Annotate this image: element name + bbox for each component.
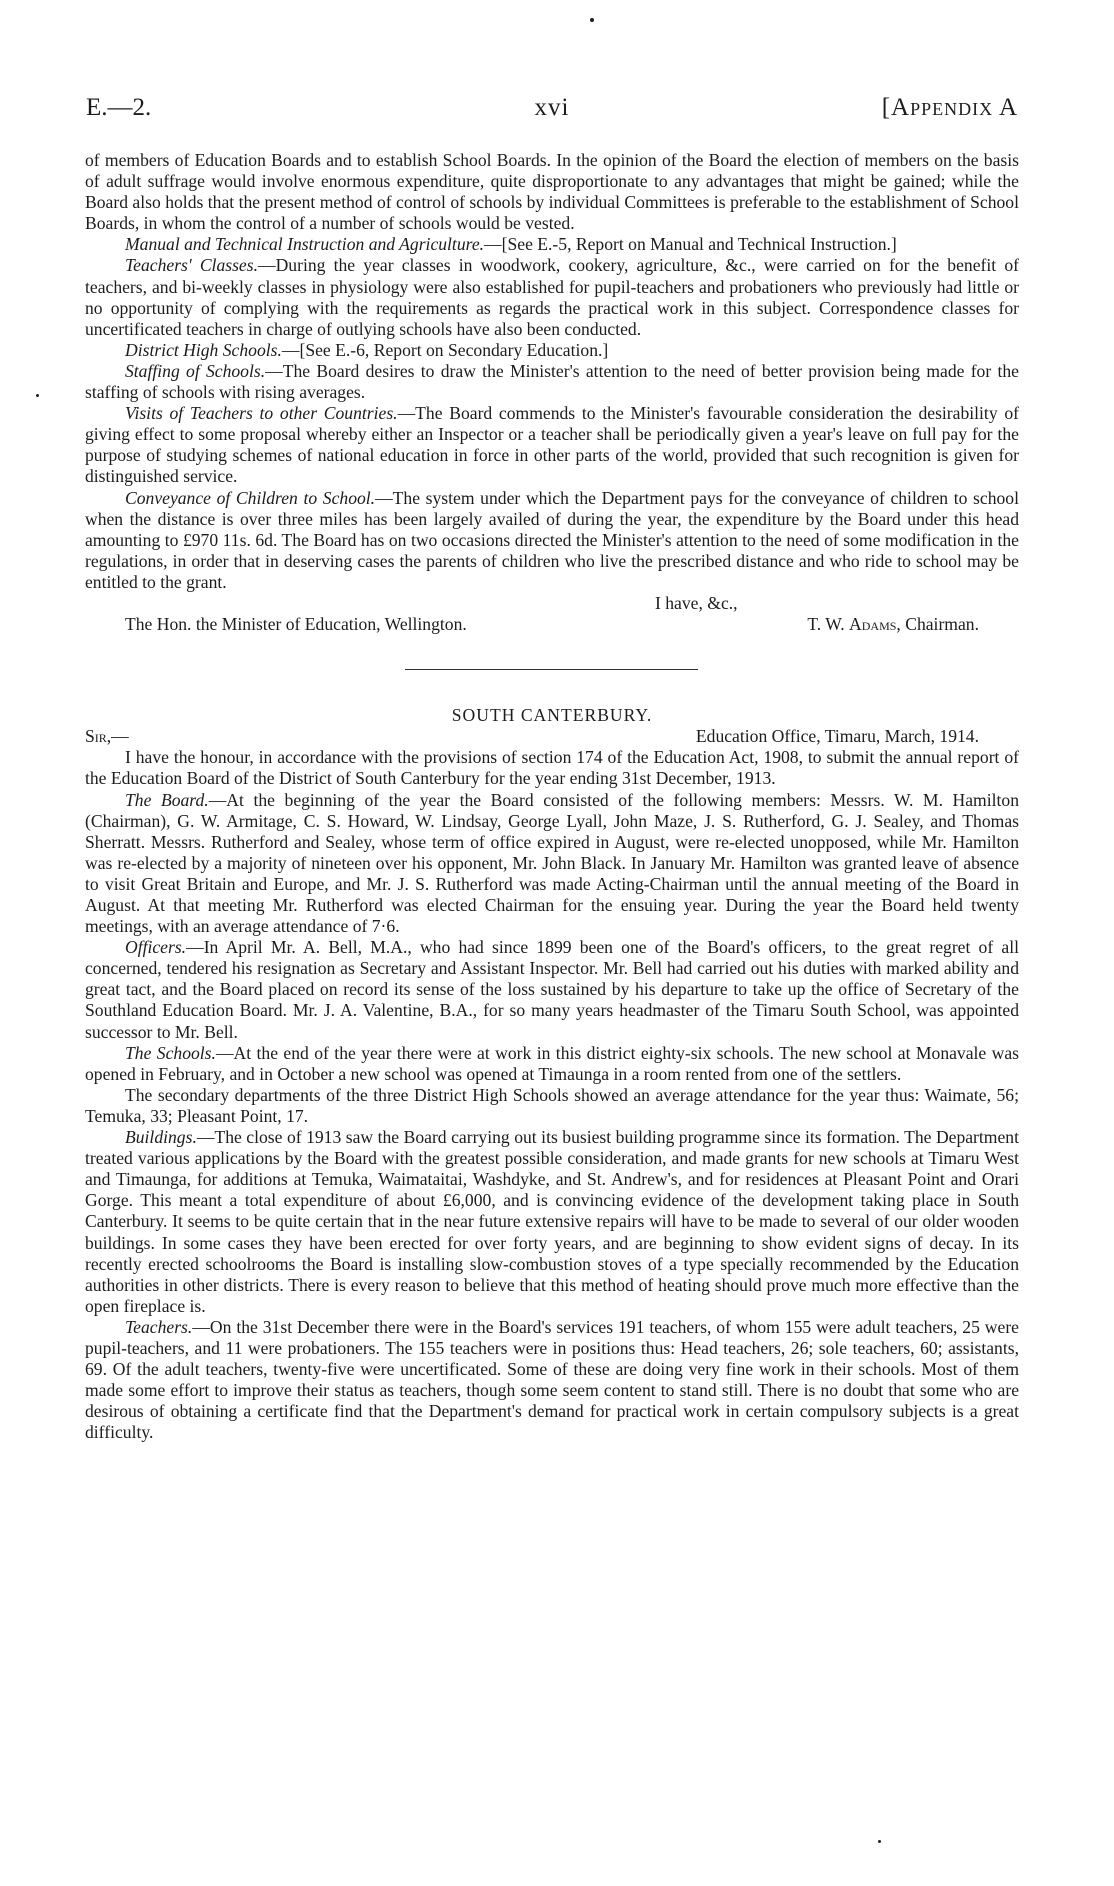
- intro-paragraph: I have the honour, in accordance with the provisions of section 174 of the Education Act, 1908, to submit the annual report of the Education Board of the District of South Canterbury for the year ending 31st December, 1913.: [85, 747, 1019, 789]
- paragraph-text: —The Board desires to draw the Minister's attention to the need of better provision being made for the staffing of schools with rising averages.: [85, 360, 1019, 403]
- paragraph-manual-technical: [85, 234, 1019, 255]
- paragraph-text: —[See E.-5, Report on Manual and Technical Instruction.]: [484, 234, 897, 255]
- paragraph-heading: Buildings.: [125, 1127, 197, 1148]
- paragraph-text: —The close of 1913 saw the Board carrying out its busiest building programme since its formation. The Department treated various applications by the Board with the greatest possible consideration, and made grants for new schools at Timaru West and Timaunga, for additions at Temuka, Waimataitai, Washdyke, and St. Andrew's, and for residences at Pleasant Point and Orari Gorge. This meant a total expenditure of about £6,000, and is convincing evidence of the development taking place in South Canterbury. It seems to be quite certain that in the near future extensive repairs will have to be made to several of our older wooden buildings. In some cases they have been erected for over forty years, and are beginning to show evident signs of decay. In its recently erected schoolrooms the Board is installing slow-combustion stoves of a type specially recommended by the Education authorities in other districts. There is every reason to believe that this method of heating should prove much more effective than the open fireplace is.: [85, 1127, 1019, 1316]
- paragraph-text: —At the end of the year there were at work in this district eighty-six schools. The new school at Monavale was opened in February, and in October a new school was opened at Timaunga in a room rented from one of the settlers.: [85, 1042, 1019, 1084]
- signature-title: , Chairman.: [896, 614, 979, 635]
- report-code: E.—2.: [86, 94, 152, 121]
- paragraph-text: —On the 31st December there were in the Board's services 191 teachers, of whom 155 were adult teachers, 25 were pupil-teachers, and 11 were probationers. The 155 teachers were in positions thus: Head teachers, 26; sole teachers, 60; assistants, 69. Of the adult teachers, twenty-five were uncertificated. Some of these are doing very fine work in their schools. Most of them made some effort to improve their status as teachers, though some seem content to stand still. There is no doubt that some who are desirous of obtaining a certificate find that the Department's demand for practical work in certain compulsory subjects is a great difficulty.: [85, 1316, 1019, 1443]
- appendix-label: [Appendix A: [881, 94, 1018, 121]
- paragraph-text: —[See E.-6, Report on Secondary Education.]: [281, 339, 609, 360]
- salutation: Sir,—: [85, 726, 129, 747]
- page-number: xvi: [534, 94, 570, 121]
- continuation-paragraph: of members of Education Boards and to establish School Boards. In the opinion of the Board the election of members on the basis of adult suffrage would involve enormous expenditure, quite disproportionate to any advantages that might be gained; while the Board also holds that the present method of control of schools by individual Committees is preferable to the establishment of School Boards, in whom the control of a number of schools would be vested.: [85, 150, 1019, 234]
- paragraph-visits-of-teachers: [85, 403, 1019, 487]
- divider-rule: [405, 669, 698, 670]
- salutation-line: [85, 726, 1019, 747]
- signature-block: [85, 614, 1019, 635]
- ink-speck-bottom: [878, 1840, 881, 1843]
- signature: [807, 614, 979, 635]
- paragraph-the-schools: [85, 1043, 1019, 1085]
- paragraph-text: —At the beginning of the year the Board consisted of the following members: Messrs. W. M. Hamilton (Chairman), G. W. Armitage, C. S. Howard, W. Lindsay, George Lyall, John Maze, J. S. Rutherford, G. J. Sealey, and Thomas Sherratt. Messrs. Rutherford and Sealey, whose term of office expired in August, were re-elected unopposed, while Mr. Hamilton was re-elected by a majority of nineteen over his opponent, Mr. John Black. In January Mr. Hamilton was granted leave of absence to visit Great Britain and Europe, and Mr. J. S. Rutherford was made Acting-Chairman until the annual meeting of the Board in August. At that meeting Mr. Rutherford was elected Chairman for the ensuing year. During the year the Board held twenty meetings, with an average attendance of 7·6.: [85, 789, 1019, 937]
- paragraph-staffing: [85, 361, 1019, 403]
- paragraph-heading: Teachers' Classes.: [125, 255, 258, 276]
- paragraph-heading: Visits of Teachers to other Countries.: [125, 403, 398, 424]
- paragraph-the-board: [85, 790, 1019, 938]
- paragraph-officers: [85, 937, 1019, 1042]
- signature-initials: T. W.: [807, 614, 850, 635]
- paragraph-heading: District High Schools.: [125, 339, 282, 360]
- paragraph-heading: Manual and Technical Instruction and Agriculture.: [125, 234, 485, 255]
- paragraph-conveyance: [85, 488, 1019, 593]
- paragraph-heading: Staffing of Schools.: [125, 360, 266, 381]
- paragraph-heading: Officers.: [125, 937, 187, 958]
- paragraph-buildings: [85, 1127, 1019, 1317]
- paragraph-text: —The system under which the Department pays for the conveyance of children to school when the distance is over three miles has been largely availed of during the year, the expenditure by the Board under this head amounting to £970 11s. 6d. The Board has on two occasions directed the Minister's attention to the need of some modification in the regulations, in order that in deserving cases the parents of children who live the prescribed distance and who ride to school may be entitled to the grant.: [85, 487, 1019, 592]
- section-title: SOUTH CANTERBURY.: [451, 705, 653, 726]
- paragraph-secondary-departments: [85, 1085, 1019, 1127]
- paragraph-teachers-classes: [85, 255, 1019, 339]
- page-header: [86, 94, 1018, 128]
- paragraph-heading: Teachers.: [125, 1316, 193, 1337]
- paragraph-teachers: [85, 1317, 1019, 1444]
- paragraph-text: —In April Mr. A. Bell, M.A., who had since 1899 been one of the Board's officers, to the great regret of all concerned, tendered his resignation as Secretary and Assistant Inspector. Mr. Bell had carried out his duties with marked ability and great tact, and the Board placed on record its sense of the loss sustained by his departure to take up the office of Secretary of the Southland Education Board. Mr. J. A. Valentine, B.A., for so many years headmaster of the Timaru South School, was appointed successor to Mr. Bell.: [85, 937, 1019, 1042]
- paragraph-text: —The Board commends to the Minister's favourable consideration the desirability of giving effect to some proposal whereby either an Inspector or a teacher shall be periodically given a year's leave on full pay for the purpose of studying schemes of national education in force in other parts of the world, provided that such recognition is given for distinguished service.: [85, 403, 1019, 487]
- paragraph-heading: The Board.: [125, 789, 209, 810]
- paragraph-heading: The Schools.: [125, 1042, 216, 1063]
- ink-speck-top: [590, 18, 594, 22]
- paragraph-text: The secondary departments of the three District High Schools showed an average attendance for the year thus: Waimate, 56; Temuka, 33; Pleasant Point, 17.: [85, 1084, 1019, 1126]
- signature-surname: Adams: [849, 614, 897, 635]
- section-divider: [85, 635, 1019, 705]
- body-text: [85, 150, 1019, 1443]
- paragraph-text: —During the year classes in woodwork, cookery, agriculture, &c., were carried on for the benefit of teachers, and bi-weekly classes in physiology were also established for pupil-teachers and probationers who previously had little or no opportunity of complying with the requirements as regards the practical work in this subject. Correspondence classes for uncertificated teachers in charge of outlying schools have also been conducted.: [85, 255, 1019, 339]
- closing-formula: I have, &c.,: [655, 592, 738, 613]
- paragraph-district-high-schools: [85, 340, 1019, 361]
- office-address: Education Office, Timaru, March, 1914.: [695, 726, 979, 747]
- ink-speck-left: [36, 394, 39, 397]
- addressee: The Hon. the Minister of Education, Wellington.: [125, 614, 467, 635]
- paragraph-heading: Conveyance of Children to School.: [125, 487, 376, 508]
